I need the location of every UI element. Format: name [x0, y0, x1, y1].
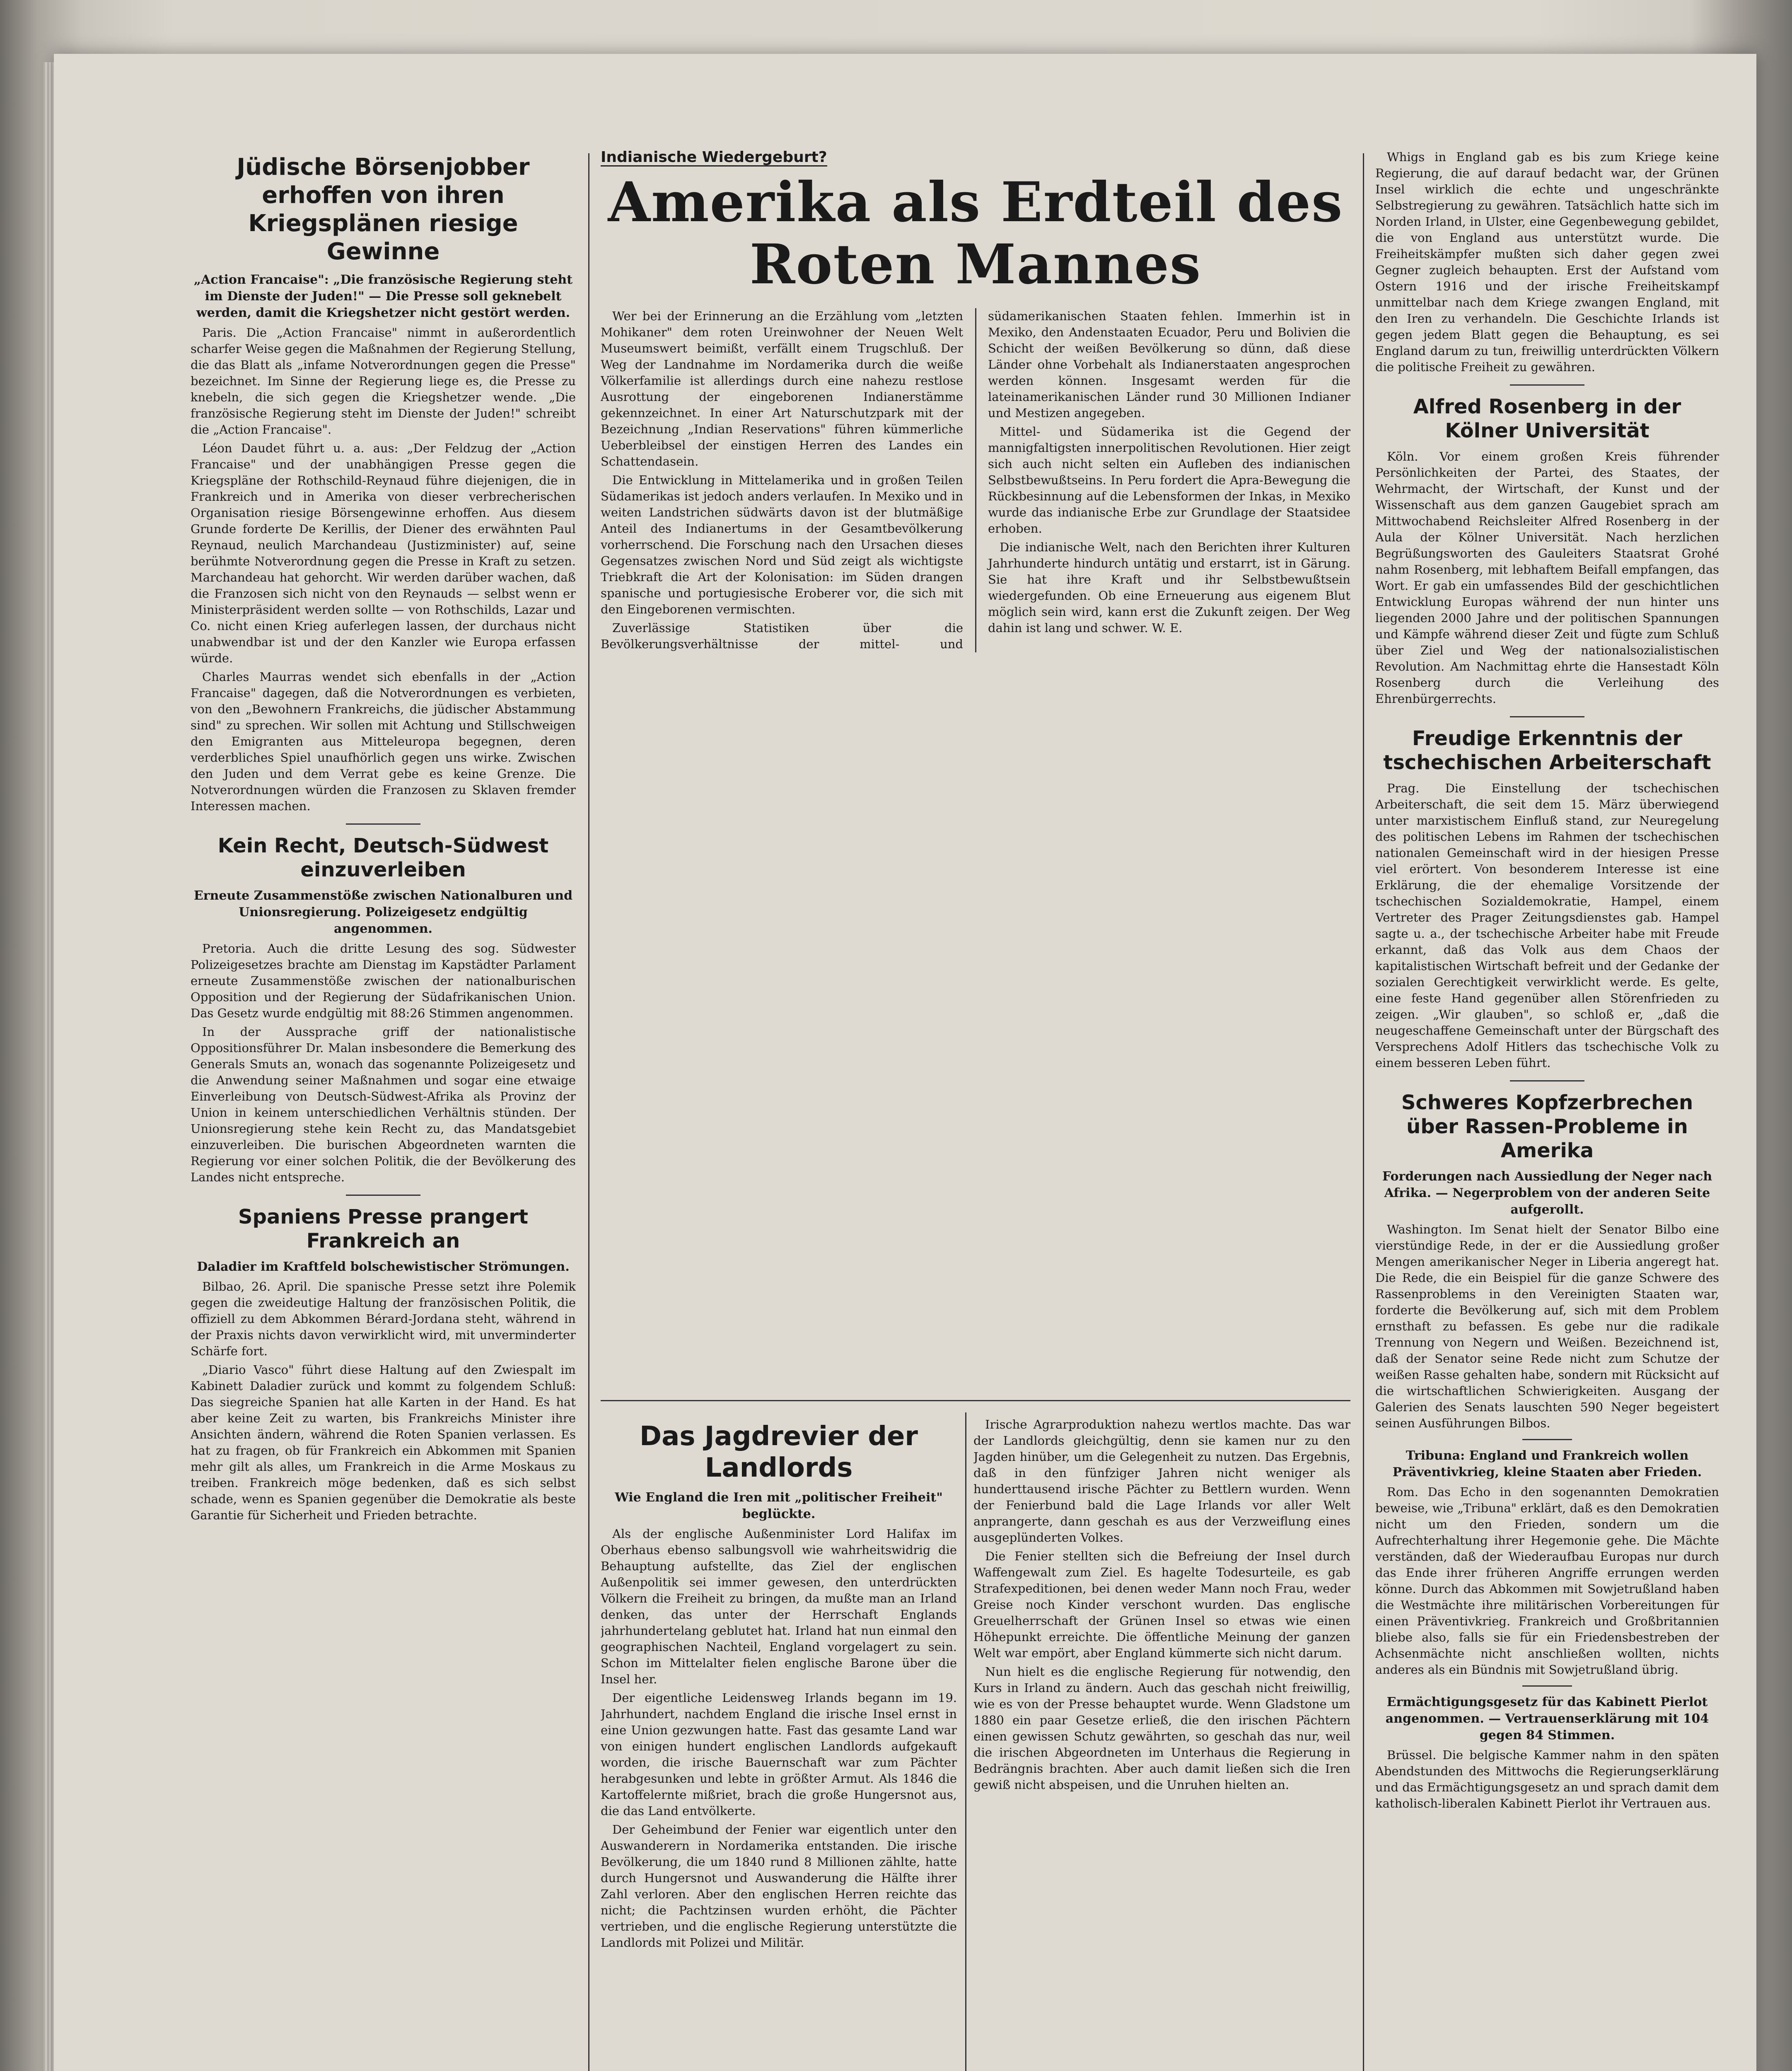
headline-spain-press: Spaniens Presse prangert Frankreich an	[238, 1205, 528, 1253]
headline-landlords: Das Jagdrevier der Landlords	[640, 1421, 918, 1483]
subheadline-pierlot: Ermächtigungsgesetz für das Kabinett Pierlot angenommen. — Vertrauenserklärung mit 104 gegen 84 Stimmen.	[1385, 1695, 1709, 1743]
paragraph: Brüssel. Die belgische Kammer nahm in den späten Abendstunden des Mittwochs die Regierungserklärung und das Ermächtigungsgesetz an und sprach damit dem katholisch-liberalen Kabinett Pierlot ihr Vertrauen aus.	[1375, 1748, 1719, 1810]
subheadline: Wie England die Iren mit „politischer Freiheit" beglückte.	[615, 1490, 943, 1521]
paragraph: Charles Maurras wendet sich ebenfalls in der „Action Francaise" dagegen, daß die Notverordnungen es verbieten, von den „Bewohnern Frankreichs, die jüdischer Abstammung sind" zu sprechen. Wir sollen mit Achtung und Stillschweigen den Emigranten aus Mitteleuropa begegnen, deren verderbliches Spiel unaufhörlich gegen uns wirke. Zwischen den Juden und dem Verrat gebe es keine Grenze. Die Notverordnungen würden die Franzosen zu Sklaven fremder Interessen machen.	[191, 670, 576, 813]
column-rule	[588, 153, 589, 2071]
paragraph: Die indianische Welt, nach den Berichten ihrer Kulturen Jahrhunderte hindurch untätig und erstarrt, ist in Gärung. Sie hat ihre Kraft und ihr Selbstbewußtsein wiedergefunden. Ob eine Erneuerung aus eigenem Blut möglich sein wird, kann erst die Zukunft zeigen. Der Weg dahin ist lang und schwer. W. E.	[988, 540, 1350, 635]
headline-jewish-stock: Jüdische Börsenjobber erhoffen von ihren Kriegsplänen riesige Gewinne	[237, 154, 530, 265]
column-right	[1375, 149, 1719, 2071]
separator	[1510, 716, 1584, 717]
subheadline: Forderungen nach Aussiedlung der Neger nach Afrika. — Negerproblem von der anderen Seite aufgerollt.	[1382, 1169, 1712, 1217]
paragraph: Paris. Die „Action Francaise" nimmt in außerordentlich scharfer Weise gegen die Maßnahmen der Regierung Stellung, die das Blatt als „infame Notverordnungen gegen die Presse" bezeichnet. Im Sinne der Regierung liege es, die Presse zu knebeln, die sich gegen die Kriegshetzer wende. „Die französische Regierung steht im Dienste der Juden!" schreibt die „Action Francaise".	[191, 326, 576, 437]
paragraph: Léon Daudet führt u. a. aus: „Der Feldzug der „Action Francaise" und der unabhängigen Presse gegen die Kriegspläne der Rothschild-Reynaud führe diejenigen, die in Frankreich und in Amerika von dieser verbrecherischen Organisation riesige Börsengewinne erhoffen. Aus diesem Grunde forderte De Kerillis, der Diener des erwähnten Paul Reynaud, neulich Marchandeau (Justizminister) auf, seine berühmte Notverordnung gegen die Presse in Kraft zu setzen. Marchandeau hat gehorcht. Wir werden darüber wachen, daß die Franzosen sich nicht von den Reynauds — selbst wenn er Ministerpräsident werden sollte — von Rothschilds, Lazar und Co. nicht einen Krieg auferlegen lassen, der durchaus nicht unabwendbar ist und der den Kanzler wie Europa erfassen würde.	[191, 441, 576, 665]
headline-czech-workers: Freudige Erkenntnis der tschechischen Arbeiterschaft	[1383, 727, 1711, 774]
subheadline: Daladier im Kraftfeld bolschewistischer Strömungen.	[197, 1260, 570, 1274]
column-left	[191, 149, 576, 2071]
paragraph: Köln. Vor einem großen Kreis führender Persönlichkeiten der Partei, des Staates, der Wehrmacht, der Wirtschaft, der Kunst und der Wissenschaft aus dem ganzen Gaugebiet sprach am Mittwochabend Reichsleiter Alfred Rosenberg in der Aula der Kölner Universität. Nach herzlichen Begrüßungsworten des Gauleiters Staatsrat Grohé nahm Rosenberg, mit lebhaftem Beifall empfangen, das Wort. Er gab ein umfassendes Bild der geschichtlichen Entwicklung Europas während der nun hinter uns liegenden 2000 Jahre und der politischen Spannungen und Kämpfe während dieser Zeit und fügte zum Schluß über Ziel und Weg der nationalsozialistischen Revolution. Am Nachmittag ehrte die Hansestadt Köln Rosenberg durch die Verleihung des Ehrenbürgerrechts.	[1375, 449, 1719, 706]
headline-race-problems: Schweres Kopfzerbrechen über Rassen-Probleme in Amerika	[1401, 1091, 1693, 1162]
column-rule	[965, 1412, 966, 2071]
paragraph: Washington. Im Senat hielt der Senator Bilbo eine vierstündige Rede, in der er die Aussiedlung großer Mengen amerikanischer Neger in Liberia angeregt hat. Die Rede, die ein Beispiel für die ganze Schwere des Rassenproblems in den Vereinigten Staaten war, forderte die Bevölkerung auf, sich mit dem Problem ernsthaft zu befassen. Es gebe nur die radikale Trennung von Negern und Weißen. Bezeichnend ist, daß der Senator seine Rede nicht zum Schutze der weißen Rasse gehalten habe, sondern mit Rücksicht auf die wirtschaftlichen Schwierigkeiten. Ausgang der Galerien des Senats lauschten 590 Neger begeistert seinen Ausführungen Bilbos.	[1375, 1222, 1719, 1430]
headline-rosenberg: Alfred Rosenberg in der Kölner Universität	[1413, 395, 1681, 442]
paragraph: Die Entwicklung in Mittelamerika und in großen Teilen Südamerikas ist jedoch anders verlaufen. In Mexiko und in weiten Landstrichen südwärts davon ist der blutmäßige Anteil des Indianertums in der Gesamtbevölkerung vorherrschend. Die Forschung nach den Ursachen dieses Gegensatzes zwischen Nord und Süd zeigt als wichtigste Triebkraft die Art der Kolonisation: im Süden drangen spanische und portugiesische Eroberer vor, die sich mit den Eingeborenen vermischten.	[601, 473, 963, 616]
separator	[1522, 1685, 1572, 1687]
paragraph: Mittel- und Südamerika ist die Gegend der mannigfaltigsten innerpolitischen Revolutionen. Hier zeigt sich auch nicht selten ein Aufleben des indianischen Selbstbewußtseins. In Peru fordert die Apra-Bewegung die Rückbesinnung auf die Lebensformen der Inkas, in Mexiko wurde das indianische Erbe zur Grundlage der Staatsidee erhoben.	[988, 425, 1350, 536]
feature-body	[601, 308, 1350, 652]
paragraph: Whigs in England gab es bis zum Kriege keine Regierung, die auf darauf bedacht war, der Grünen Insel wirklich die echte und ungeschränkte Selbstregierung zu gewähren. Tatsächlich hatte sich im Norden Irland, in Ulster, eine Gegenbewegung gebildet, die von England aus unterstützt wurde. Die Freiheitskämpfer mußten sich daher gegen zwei Gegner zugleich behaupten. Erst der Aufstand vom Ostern 1916 und der irische Freiheitskampf unmittelbar nach dem Kriege zwangen England, mit den Iren zu verhandeln. Die Geschichte Irlands ist gegen jedem Blatt gegen die Behauptung, es sei England darum zu tun, freiwillig unterdrückten Völkern die politische Freiheit zu gewähren.	[1375, 150, 1719, 374]
horizontal-rule	[601, 1400, 1350, 1401]
separator	[1510, 384, 1584, 386]
paragraph: Zuverlässige Statistiken über die Bevölkerungsverhältnisse der mittel- und südamerikanischen Staaten fehlen. Immerhin ist in Mexiko, den Andenstaaten Ecuador, Peru und Bolivien die Schicht der weißen Bevölkerung so dünn, daß diese Länder ohne Vorbehalt als Indianerstaaten angesprochen werden können. Insgesamt werden für die lateinamerikanischen Länder rund 30 Millionen Indianer und Mestizen angegeben.	[601, 309, 1350, 651]
paragraph: Rom. Das Echo in den sogenannten Demokratien beweise, wie „Tribuna" erklärt, daß es den Demokratien nicht um den Frieden, sondern um die Aufrechterhaltung ihrer Hegemonie gehe. Die Mächte verständen, daß der Wiederaufbau Europas nur durch das Ende ihrer früheren Angriffe errungen werden könne. Durch das Abkommen mit Sowjetrußland haben die Westmächte ihre militärischen Vorbereitungen für einen Präventivkrieg. Frankreich und Großbritannien bliebe also, falls sie für ein Friedensbestreben der Achsenmächte nicht anschließen wollten, nichts anderes als ein Bündnis mit Sowjetrußland übrig.	[1375, 1485, 1719, 1677]
paragraph: Pretoria. Auch die dritte Lesung des sog. Südwester Polizeigesetzes brachte am Dienstag im Kapstädter Parlament erneute Zusammenstöße zwischen der nationalburischen Opposition und der Regierung der Südafrikanischen Union. Das Gesetz wurde endgültig mit 88:26 Stimmen angenommen.	[191, 941, 576, 1020]
column-center-left	[601, 1417, 957, 2071]
newspaper-page	[54, 54, 1756, 2071]
kicker-label: Indianische Wiedergeburt?	[601, 149, 827, 166]
headline-south-west: Kein Recht, Deutsch-Südwest einzuverleiben	[217, 834, 549, 881]
paragraph: „Diario Vasco" führt diese Haltung auf den Zwiespalt im Kabinett Daladier zurück und kommt zu folgendem Schluß: Das siegreiche Spanien hat alle Karten in der Hand. Es hat aber keine Zeit zu warten, bis Frankreichs Minister ihre Ansichten ändern, während die Roten Spanien verlassen. Es hat zu fragen, ob für Frankreich ein Abkommen mit Spanien mehr gilt als alles, um Frankreich in die Arme Moskaus zu treiben. Frankreich möge bedenken, daß es sich selbst schade, wenn es Spanien gegenüber die Demokratie als beste Garantie für Sicherheit und Frieden betrachte.	[191, 1363, 576, 1522]
subheadline-tribuna: Tribuna: England und Frankreich wollen Präventivkrieg, kleine Staaten aber Frieden.	[1392, 1448, 1702, 1480]
paragraph: Wer bei der Erinnerung an die Erzählung vom „letzten Mohikaner" dem roten Ureinwohner der Neuen Welt Museumswert beimißt, verfällt einem Trugschluß. Der Weg der Landnahme im Nordamerika durch die weiße Völkerfamilie ist allerdings durch eine nahezu restlose Ausrottung der eingeborenen Indianerstämme gekennzeichnet. In einer Art Naturschutzpark mit der Bezeichnung „Indian Reservations" führen kümmerliche Ueberbleibsel der einstigen Herren des Landes ein Schattendasein.	[601, 309, 963, 468]
paragraph: In der Aussprache griff der nationalistische Oppositionsführer Dr. Malan insbesondere die Bemerkung des Generals Smuts an, wonach das sogenannte Polizeigesetz und die Anwendung seiner Maßnahmen und sogar eine etwaige Einverleibung von Deutsch-Südwest-Afrika als Provinz der Union in keinem unterschiedlichen Verhältnis stünden. Der Unionsregierung stehe kein Recht zu, das Mandatsgebiet einzuverleiben. Die burischen Abgeordneten warnten die Regierung vor einer solchen Politik, die der Bevölkerung des Landes nicht entspreche.	[191, 1025, 576, 1184]
separator	[346, 1195, 420, 1196]
paragraph: Als der englische Außenminister Lord Halifax im Oberhaus ebenso salbungsvoll wie wahrheitswidrig die Behauptung aufstellte, das Ziel der englischen Außenpolitik sei immer gewesen, den unterdrückten Völkern die Freiheit zu bringen, da mußte man an Irland denken, das unter der Herrschaft Englands jahrhundertelang geblutet hat. Irland hat nun einmal den geographischen Nachteil, England vorgelagert zu sein. Schon im Mittelalter fielen englische Barone über die Insel her.	[601, 1527, 957, 1686]
paragraph: Irische Agrarproduktion nahezu wertlos machte. Das war der Landlords gleichgültig, denn sie kamen nur zu den Jagden hinüber, um die Gelegenheit zu nutzen. Das Ergebnis, daß in den fünfziger Jahren nicht weniger als hunderttausend irische Pächter zu Bettlern wurden. Wenn der Fenierbund bald die Lage Irlands vor aller Welt anprangerte, dann geschah es aus der Verzweiflung eines ausgeplünderten Volkes.	[973, 1417, 1350, 1545]
paragraph: Nun hielt es die englische Regierung für notwendig, den Kurs in Irland zu ändern. Auch das geschah nicht freiwillig, wie es von der Presse behauptet wurde. Wenn Gladstone um 1880 ein paar Gesetze erließ, die den irischen Pächtern einen gewissen Schutz gewährten, so geschah das nur, weil die irischen Abgeordneten im Unterhaus die Regierung in Bedrängnis brachten. Aber auch damit ließen sich die Iren gewiß nicht abspeisen, und die Unruhen hielten an.	[973, 1665, 1350, 1792]
center-feature	[601, 149, 1350, 1400]
subheadline: „Action Francaise": „Die französische Regierung steht im Dienste der Juden!" — Die Presse soll geknebelt werden, damit die Kriegshetzer nicht gestört werden.	[193, 273, 573, 320]
column-rule	[1363, 153, 1364, 2071]
column-center-right	[973, 1417, 1350, 2071]
paragraph: Der eigentliche Leidensweg Irlands begann im 19. Jahrhundert, nachdem England die irische Insel ernst in eine Union gezwungen hatte. Fast das gesamte Land war von einigen hundert englischen Landlords aufgekauft worden, die irische Bauernschaft war zum Pächter herabgesunken und lebte in größter Armut. Als 1846 die Kartoffelernte mißriet, brach die große Hungersnot aus, die das Land entvölkerte.	[601, 1691, 957, 1818]
paragraph: Bilbao, 26. April. Die spanische Presse setzt ihre Polemik gegen die zweideutige Haltung der französischen Politik, die offiziell zu dem Abkommen Bérard-Jordana steht, während in der Praxis nichts davon verwirklicht wird, mit unverminderter Schärfe fort.	[191, 1279, 576, 1358]
subheadline: Erneute Zusammenstöße zwischen Nationalburen und Unionsregierung. Polizeigesetz endgültig angenommen.	[193, 888, 573, 936]
separator	[1510, 1080, 1584, 1081]
separator	[346, 823, 420, 825]
paragraph: Die Fenier stellten sich die Befreiung der Insel durch Waffengewalt zum Ziel. Es hagelte Todesurteile, es gab Strafexpeditionen, bei denen weder Mann noch Frau, weder Greise noch Kinder verschont wurden. Das englische Greuelherrschaft der Grünen Insel so etwas wie einen Höhepunkt erreichte. Die öffentliche Meinung der ganzen Welt war empört, aber England kümmerte sich nicht darum.	[973, 1549, 1350, 1660]
paragraph: Prag. Die Einstellung der tschechischen Arbeiterschaft, die seit dem 15. März überwiegend unter marxistischem Einfluß stand, zur Neuregelung des politischen Lebens im Rahmen der tschechischen nationalen Gemeinschaft wird in der hiesigen Presse viel erörtert. Von besonderem Interesse ist eine Erklärung, die der ehemalige Vorsitzende der tschechischen Sozialdemokratie, Hampel, einem Vertreter des Prager Zeitungsdienstes gab. Hampel sagte u. a., der tschechische Arbeiter habe mit Freude erkannt, daß das Volk aus dem Chaos der kapitalistischen Wirtschaft befreit und der Gedanke der sozialen Gerechtigkeit verwirklicht werde. Es gelte, eine feste Hand gegenüber allen Störenfrieden zu zeigen. „Wir glauben", so schloß er, „daß die neugeschaffene Gemeinschaft unter der Bürgschaft des Versprechens Adolf Hitlers das tschechische Volk zu einem besseren Leben führt.	[1375, 781, 1719, 1070]
feature-title: Amerika als Erdteil des Roten Mannes	[608, 170, 1343, 297]
paragraph: Der Geheimbund der Fenier war eigentlich unter den Auswanderern in Nordamerika entstanden. Die irische Bevölkerung, die um 1840 rund 8 Millionen zählte, hatte durch Hungersnot und Auswanderung die Hälfte ihrer Zahl verloren. Aber den englischen Herren reichte das nicht; die Pachtzinsen wurden erhöht, die Pächter vertrieben, und die englische Regierung unterstützte die Landlords mit Polizei und Militär.	[601, 1822, 957, 1950]
separator	[1522, 1439, 1572, 1440]
